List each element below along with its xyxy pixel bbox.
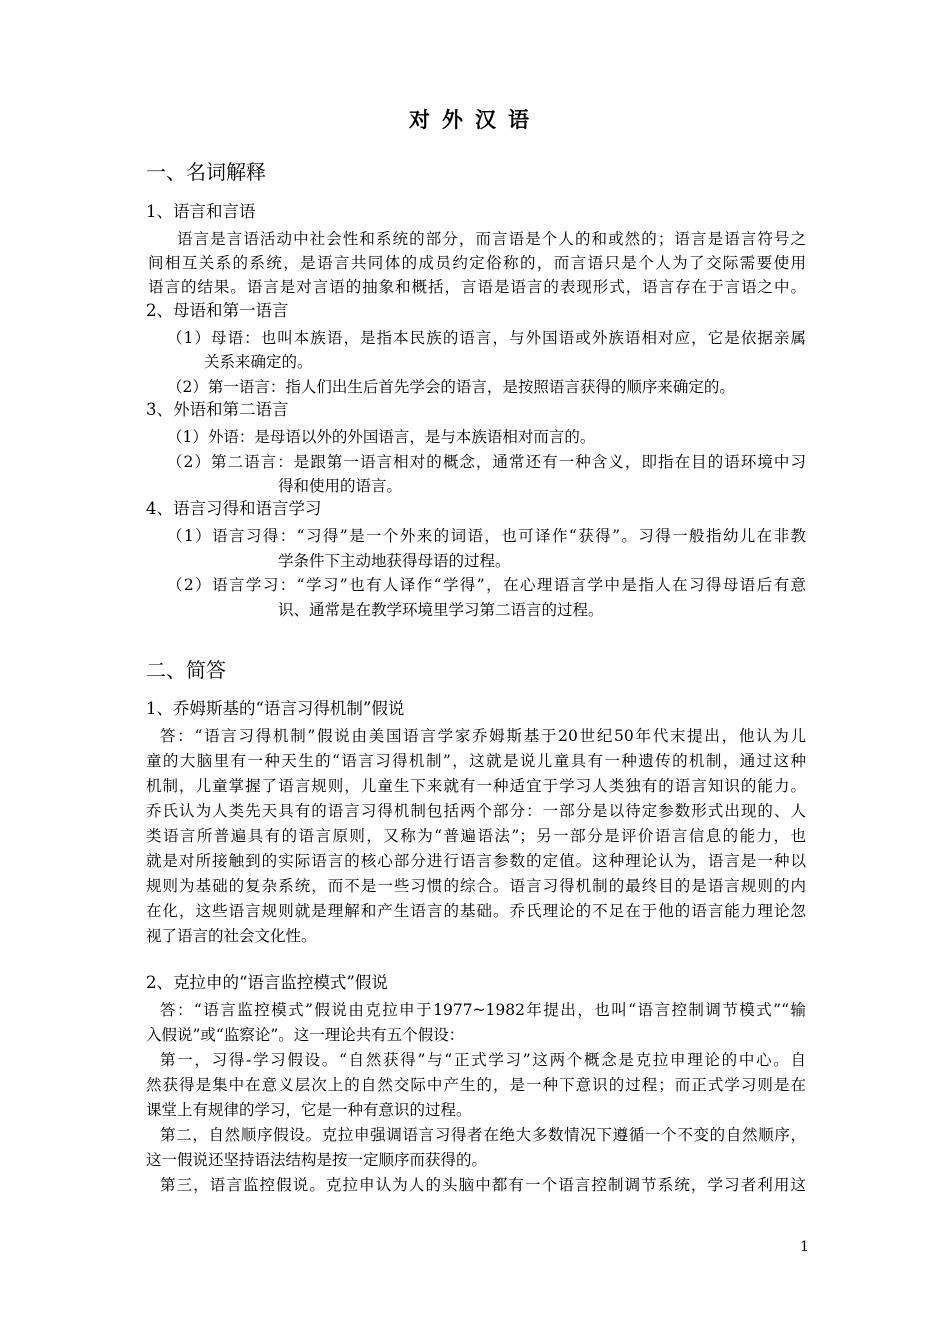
body-line: 语言的结果。语言是对言语的抽象和概括，言语是语言的表现形式，语言存在于言语之中。 bbox=[148, 278, 806, 296]
section-heading-short-answer: 二、简答 bbox=[146, 658, 226, 682]
document-title: 对外汉语 bbox=[409, 108, 541, 132]
body-line: 学条件下主动地获得母语的过程。 bbox=[278, 552, 511, 570]
body-line: （2）第一语言：指人们出生后首先学会的语言，是按照语言获得的顺序来确定的。 bbox=[167, 378, 735, 396]
body-line: 在化，这些语言规则就是理解和产生语言的基础。乔氏理论的不足在于他的语言能力理论忽 bbox=[146, 902, 806, 920]
body-line: 童的大脑里有一种天生的“语言习得机制”，这就是说儿童具有一种遗传的机制，通过这种 bbox=[146, 752, 806, 770]
body-line: 关系来确定的。 bbox=[204, 353, 313, 371]
body-line: 答：“语言习得机制”假说由美国语言学家乔姆斯基于20世纪50年代末提出，他认为儿 bbox=[160, 727, 806, 745]
body-line: 机制，儿童掌握了语言规则，儿童生下来就有一种适宜于学习人类独有的语言知识的能力。 bbox=[146, 777, 806, 795]
body-line: 入假说”或“监察论”。这一理论共有五个假设： bbox=[146, 1026, 465, 1044]
body-line: 得和使用的语言。 bbox=[278, 477, 403, 495]
question-title: 1、乔姆斯基的“语言习得机制”假说 bbox=[146, 699, 405, 718]
body-line: 然获得是集中在意义层次上的自然交际中产生的，是一种下意识的过程；而正式学习则是在 bbox=[146, 1076, 806, 1094]
body-line: 第二，自然顺序假设。克拉申强调语言习得者在绝大多数情况下遵循一个不变的自然顺序， bbox=[160, 1126, 806, 1144]
question-title: 3、外语和第二语言 bbox=[146, 400, 289, 419]
body-line: 语言是言语活动中社会性和系统的部分，而言语是个人的和或然的；语言是语言符号之 bbox=[177, 230, 806, 248]
body-line: 识、通常是在教学环境里学习第二语言的过程。 bbox=[278, 601, 604, 619]
body-line: 规则为基础的复杂系统，而不是一些习惯的综合。语言习得机制的最终目的是语言规则的内 bbox=[146, 877, 806, 895]
body-line: 第三，语言监控假说。克拉申认为人的头脑中都有一个语言控制调节系统，学习者利用这 bbox=[160, 1176, 806, 1194]
body-line: （2）语言学习：“学习”也有人译作“学得”，在心理语言学中是指人在习得母语后有意 bbox=[167, 576, 806, 594]
body-line: 视了语言的社会文化性。 bbox=[146, 927, 317, 945]
body-line: （1）母语：也叫本族语，是指本民族的语言，与外国语或外族语相对应，它是依据亲属 bbox=[167, 329, 806, 347]
body-line: 第一，习得-学习假设。“自然获得”与“正式学习”这两个概念是克拉申理论的中心。自 bbox=[160, 1051, 806, 1069]
question-title: 2、母语和第一语言 bbox=[146, 301, 289, 320]
question-title: 2、克拉申的“语言监控模式”假说 bbox=[146, 973, 388, 992]
body-line: 间相互关系的系统，是语言共同体的成员约定俗称的，而言语只是个人为了交际需要使用 bbox=[148, 254, 806, 272]
question-title: 1、语言和言语 bbox=[146, 202, 256, 221]
body-line: （1）语言习得：“习得”是一个外来的词语，也可译作“获得”。习得一般指幼儿在非教 bbox=[167, 527, 806, 545]
body-line: （1）外语：是母语以外的外国语言，是与本族语相对而言的。 bbox=[167, 428, 596, 446]
section-heading-definitions: 一、名词解释 bbox=[146, 160, 266, 184]
page-number: 1 bbox=[800, 1239, 809, 1255]
body-line: （2）第二语言：是跟第一语言相对的概念，通常还有一种含义，即指在目的语环境中习 bbox=[167, 453, 806, 471]
body-line: 课堂上有规律的学习，它是一种有意识的过程。 bbox=[146, 1101, 472, 1119]
body-line: 答：“语言监控模式”假说由克拉申于1977~1982年提出，也叫“语言控制调节模式”“输 bbox=[160, 1001, 806, 1019]
body-line: 类语言所普遍具有的语言原则，又称为“普遍语法”；另一部分是评价语言信息的能力，也 bbox=[146, 827, 806, 845]
body-line: 乔氏认为人类先天具有的语言习得机制包括两个部分：一部分是以待定参数形式出现的、人 bbox=[146, 802, 806, 820]
body-line: 就是对所接触到的实际语言的核心部分进行语言参数的定值。这种理论认为，语言是一种以 bbox=[146, 852, 806, 870]
body-line: 这一假说还坚持语法结构是按一定顺序而获得的。 bbox=[146, 1151, 488, 1169]
question-title: 4、语言习得和语言学习 bbox=[146, 499, 322, 518]
